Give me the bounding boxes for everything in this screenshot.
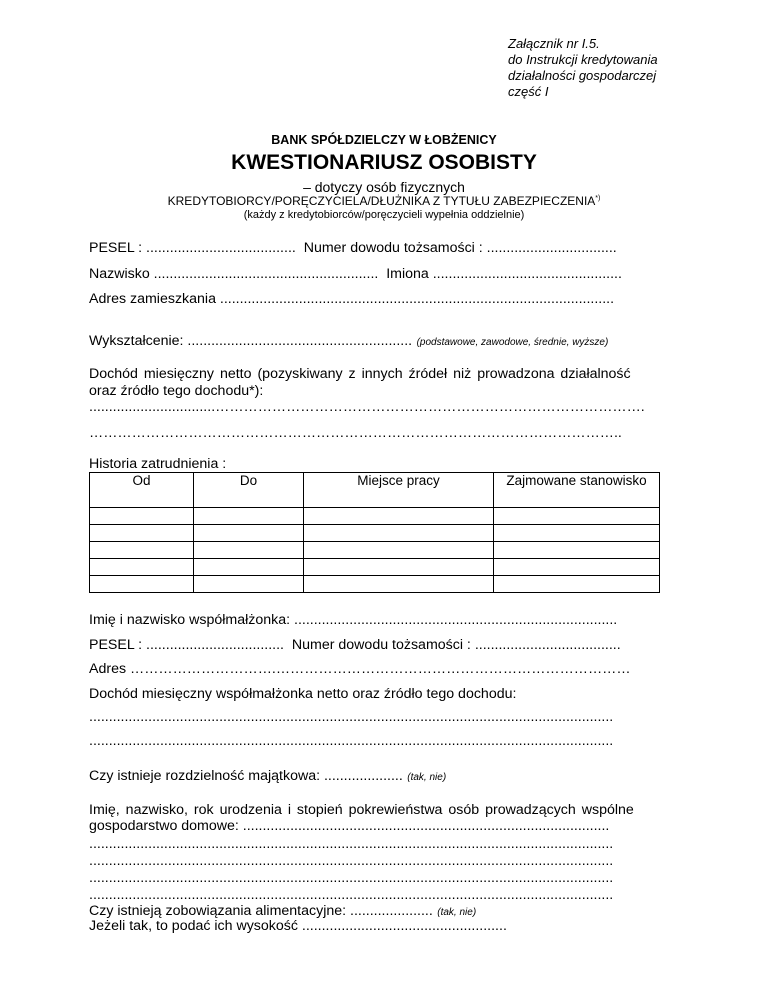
footnote-mark: *) (595, 195, 601, 202)
cell-workplace[interactable] (304, 576, 494, 593)
cell-from[interactable] (90, 576, 194, 593)
subtitle: – dotyczy osób fizycznych (303, 179, 465, 195)
header-to: Do (194, 473, 304, 508)
subtitle-roles (0, 194, 768, 208)
table-row (90, 508, 660, 525)
cell-to[interactable] (194, 525, 304, 542)
alimony-note: (tak, nie) (437, 907, 477, 918)
cell-to[interactable] (194, 508, 304, 525)
subtitle-instruction: (każdy z kredytobiorców/poręczycieli wypełnia oddzielnie) (243, 209, 525, 221)
spouse-address-field[interactable]: Adres ………………………….………………………………………………………………… (89, 661, 631, 677)
household-dots-1[interactable]: ..................................................................................................................................... (89, 836, 614, 852)
pesel-field[interactable]: PESEL : ...................................... Numer dowodu tożsamości : ................................. (89, 240, 617, 256)
address-field[interactable]: Adres zamieszkania .................................................................................................... (89, 291, 615, 307)
household-label: Imię, nazwisko, rok urodzenia i stopień pokrewieństwa osób prowadzących wspólne (89, 802, 634, 818)
property-field[interactable]: Czy istnieje rozdzielność majątkowa: .................... (89, 768, 403, 784)
cell-position[interactable] (494, 576, 660, 593)
table-row (90, 542, 660, 559)
employment-history-label: Historia zatrudnienia : (89, 456, 227, 472)
cell-from[interactable] (90, 559, 194, 576)
household-dots-3[interactable]: ..................................................................................................................................... (89, 870, 614, 886)
cell-position[interactable] (494, 559, 660, 576)
table-row (90, 559, 660, 576)
attachment-line: część I (508, 84, 549, 99)
cell-workplace[interactable] (304, 559, 494, 576)
cell-workplace[interactable] (304, 525, 494, 542)
cell-from[interactable] (90, 542, 194, 559)
attachment-line: do Instrukcji kredytowania (508, 52, 658, 67)
income-field-1[interactable]: ................................………………………………………………………………………………. (89, 399, 645, 415)
alimony-amount-field[interactable]: Jeżeli tak, to podać ich wysokość .................................................... (89, 918, 507, 934)
education-field[interactable]: Wykształcenie: ......................................................... (89, 333, 413, 349)
property-row (89, 767, 446, 785)
household-dots-4[interactable]: ..................................................................................................................................... (89, 887, 614, 903)
header-position: Zajmowane stanowisko (494, 473, 660, 508)
income-label-2: oraz źródło tego dochodu*): (89, 383, 264, 399)
table-header-row (90, 473, 660, 508)
alimony-field[interactable]: Czy istnieją zobowiązania alimentacyjne: ..................... (89, 903, 433, 919)
cell-to[interactable] (194, 542, 304, 559)
cell-workplace[interactable] (304, 508, 494, 525)
attachment-line: działalności gospodarczej (508, 68, 657, 83)
household-dots-2[interactable]: ..................................................................................................................................... (89, 853, 614, 869)
cell-position[interactable] (494, 542, 660, 559)
header-workplace: Miejsce pracy (304, 473, 494, 508)
household-field[interactable]: gospodarstwo domowe: ............................................................................................. (89, 818, 610, 834)
cell-to[interactable] (194, 576, 304, 593)
attachment-note (508, 36, 708, 100)
education-note: (podstawowe, zawodowe, średnie, wyższe) (416, 337, 609, 348)
page-title: KWESTIONARIUSZ OSOBISTY (231, 151, 537, 174)
income-field-2[interactable]: ………………………………………………………………………………………………….. (89, 425, 622, 441)
income-label: Dochód miesięczny netto (pozyskiwany z innych źródeł niż prowadzona działalność (89, 366, 631, 382)
cell-position[interactable] (494, 525, 660, 542)
bank-name: BANK SPÓŁDZIELCZY W ŁOBŻENICY (271, 133, 497, 147)
cell-position[interactable] (494, 508, 660, 525)
cell-from[interactable] (90, 508, 194, 525)
table-row (90, 525, 660, 542)
property-note: (tak, nie) (407, 772, 447, 783)
spouse-income-field-2[interactable]: ..................................................................................................................................... (89, 733, 614, 749)
employment-table (89, 472, 660, 593)
spouse-name-field[interactable]: Imię i nazwisko współmałżonka: .................................................................................. (89, 612, 618, 628)
cell-workplace[interactable] (304, 542, 494, 559)
header-from: Od (90, 473, 194, 508)
name-field[interactable]: Nazwisko ......................................................... Imiona ................................................ (89, 266, 622, 282)
cell-from[interactable] (90, 525, 194, 542)
attachment-line: Załącznik nr I.5. (508, 36, 600, 51)
spouse-income-field-1[interactable]: ..................................................................................................................................... (89, 709, 614, 725)
education-row (89, 332, 608, 350)
table-row (90, 576, 660, 593)
subtitle-roles-text: KREDYTOBIORCY/PORĘCZYCIELA/DŁUŻNIKA Z TYTUŁU ZABEZPIECZENIA (167, 194, 596, 208)
cell-to[interactable] (194, 559, 304, 576)
spouse-pesel-field[interactable]: PESEL : ................................... Numer dowodu tożsamości : ..................................... (89, 637, 621, 653)
spouse-income-label: Dochód miesięczny współmałżonka netto oraz źródło tego dochodu: (89, 686, 517, 702)
